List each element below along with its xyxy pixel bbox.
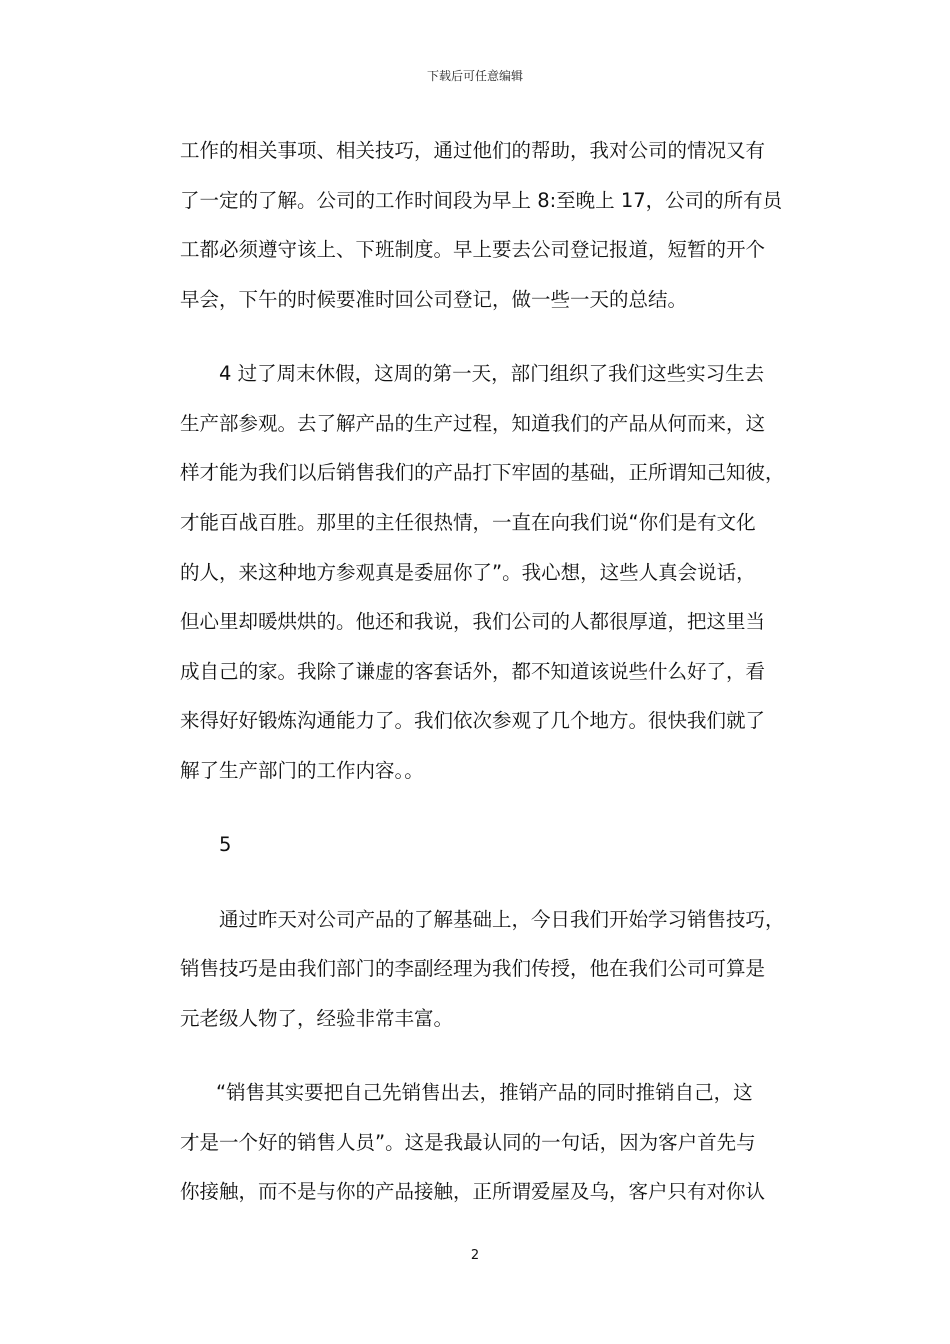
text-line: 的人，来这种地方参观真是委屈你了”。我心想，这些人真会说话， xyxy=(180,560,756,584)
text-line: 你接触，而不是与你的产品接触，正所谓爱屋及乌，客户只有对你认 xyxy=(180,1180,766,1204)
text-line: 才能百战百胜。那里的主任很热情，一直在向我们说“你们是有文化 xyxy=(180,510,756,534)
paragraph-2 xyxy=(180,349,785,795)
text-line: 样才能为我们以后销售我们的产品打下牢固的基础，正所谓知己知彼， xyxy=(180,461,785,485)
page-number: 2 xyxy=(470,1248,480,1263)
text-line: 通过昨天对公司产品的了解基础上，今日我们开始学习销售技巧， xyxy=(219,907,785,931)
page-header: 下载后可任意编辑 xyxy=(426,69,523,83)
text-line: 工作的相关事项、相关技巧，通过他们的帮助，我对公司的情况又有 xyxy=(180,139,766,162)
text-line: 解了生产部门的工作内容。。 xyxy=(180,758,424,782)
paragraph-4 xyxy=(180,895,785,1044)
paragraph-5 xyxy=(180,1068,770,1217)
text-line: 来得好好锻炼沟通能力了。我们依次参观了几个地方。很快我们就了 xyxy=(180,709,766,733)
text-line: “销售其实要把自己先销售出去，推销产品的同时推销自己，这 xyxy=(216,1081,753,1105)
text-line: 才是一个好的销售人员”。这是我最认同的一句话，因为客户首先与 xyxy=(180,1130,756,1154)
paragraph-3 xyxy=(180,820,770,870)
document-body xyxy=(180,126,785,1217)
text-line: 早会，下午的时候要准时回公司登记，做一些一天的总结。 xyxy=(180,287,688,311)
text-line: 了一定的了解。公司的工作时间段为早上 8:至晚上 17，公司的所有员 xyxy=(180,188,783,212)
text-line: 元老级人物了，经验非常丰富。 xyxy=(180,1006,454,1030)
text-line: 生产部参观。去了解产品的生产过程，知道我们的产品从何而来，这 xyxy=(180,411,766,435)
text-line: 销售技巧是由我们部门的李副经理为我们传授，他在我们公司可算是 xyxy=(180,957,766,981)
paragraph-1 xyxy=(180,126,783,324)
text-line: 4 过了周末休假，这周的第一天，部门组织了我们这些实习生去 xyxy=(219,362,765,386)
text-line: 但心里却暖烘烘的。他还和我说，我们公司的人都很厚道，把这里当 xyxy=(180,610,766,634)
text-line: 工都必须遵守该上、下班制度。早上要去公司登记报道，短暂的开个 xyxy=(180,238,766,262)
section-number: 5 xyxy=(219,833,232,857)
text-line: 成自己的家。我除了谦虚的客套话外，都不知道该说些什么好了，看 xyxy=(180,659,766,683)
